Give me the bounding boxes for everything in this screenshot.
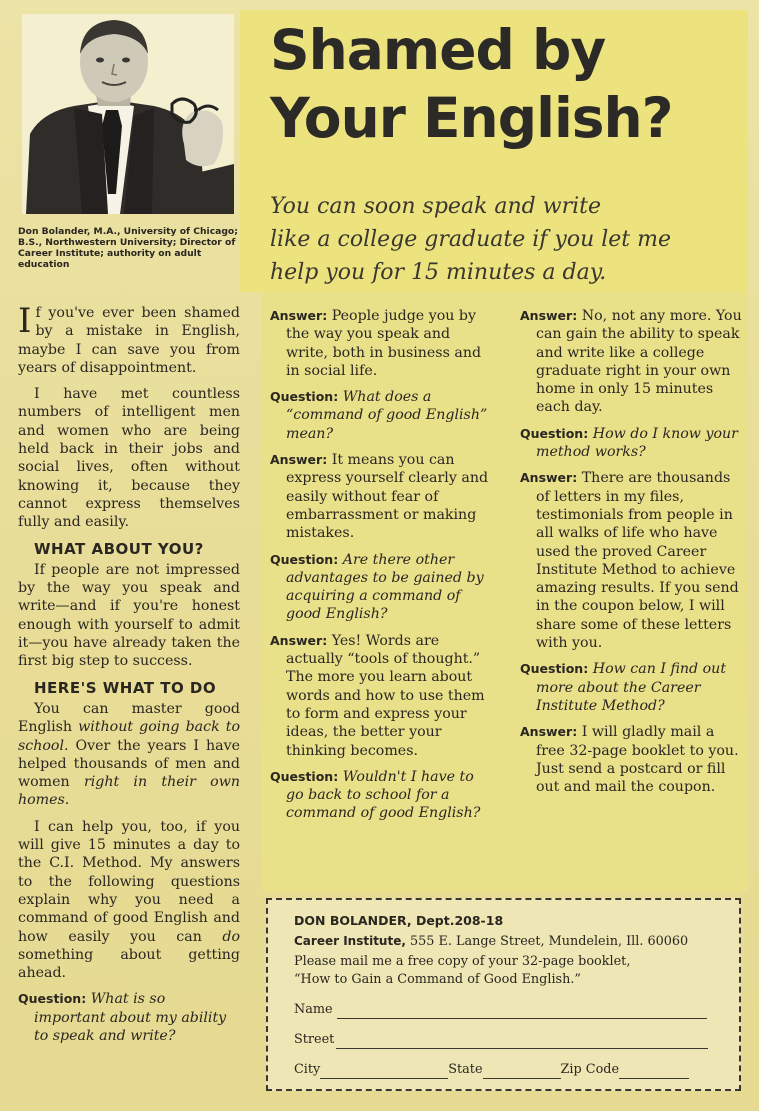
paragraph: I have met countless numbers of intelligent men and women who are being held back in their jobs and social lives, often without knowing it, because they cannot express themselves fully and easily. (18, 386, 240, 531)
section-heading: HERE'S WHAT TO DO (34, 678, 217, 697)
body-column-1 (18, 301, 240, 1053)
zip-label: Zip Code (560, 1062, 620, 1077)
question-item: Question: What is so important about my ability to speak and write? (18, 991, 227, 1044)
answer-item: Answer: No, not any more. You can gain the ability to speak and write like a college graduate right in your own home in only 15 minutes each day. (520, 308, 742, 416)
subhead-line-1: You can soon speak and write (270, 194, 601, 219)
city-label: City (294, 1062, 321, 1077)
headline-line-2: Your English? (270, 86, 673, 150)
coupon-request-line-2: “How to Gain a Command of Good English.” (294, 972, 581, 987)
body-column-3 (520, 307, 742, 804)
answer-item: Answer: People judge you by the way you speak and write, both in business and in social life. (270, 308, 482, 379)
coupon-request-line-1: Please mail me a free copy of your 32-page booklet, (294, 954, 631, 969)
coupon-header: DON BOLANDER, Dept.208-18 (294, 913, 504, 928)
answer-item: Answer: I will gladly mail a free 32-page booklet to you. Just send a postcard or fill out and mail the coupon. (520, 724, 739, 796)
headline-line-1: Shamed by (270, 18, 606, 82)
question-label: Question: (18, 991, 87, 1007)
drop-cap: I (18, 301, 32, 341)
answer-item: Answer: There are thousands of letters in my files, testimonials from people in all walks of life who have used the proved Career Institute Method to achieve amazing results. If you send in the coupon below, I will share some of these letters with you. (520, 470, 739, 652)
city-field[interactable] (320, 1065, 448, 1079)
subheadline (270, 190, 740, 289)
question-item: Question: How can I find out more about the Career Institute Method? (520, 661, 727, 714)
name-row (294, 997, 723, 1019)
name-field[interactable] (337, 1005, 707, 1019)
name-label: Name (294, 1002, 333, 1017)
mail-in-coupon[interactable] (266, 898, 741, 1091)
body-column-2 (270, 307, 492, 831)
state-label: State (448, 1062, 483, 1077)
street-field[interactable] (336, 1035, 708, 1049)
paragraph: You can master good English without going back to school. Over the years I have helped thousands of men and women right in their own homes. (18, 700, 240, 809)
street-row (294, 1027, 723, 1049)
subhead-line-2: like a college graduate if you let me (270, 227, 671, 252)
question-item: Question: How do I know your method works? (520, 425, 738, 461)
intro-paragraph: If you've ever been shamed by a mistake in English, maybe I can save you from years of disappointment. (18, 301, 240, 376)
answer-item: Answer: Yes! Words are actually “tools of thought.” The more you learn about words and how to use them to form and express your ideas, the better your thinking becomes. (270, 632, 485, 759)
street-label: Street (294, 1032, 335, 1047)
subhead-line-3: help you for 15 minutes a day. (270, 260, 607, 285)
paragraph: If people are not impressed by the way you speak and write—and if you're honest enough with yourself to admit it—you have already taken the first big step to success. (18, 561, 240, 670)
headline (270, 16, 740, 152)
answer-item: Answer: It means you can express yourself clearly and easily without fear of embarrassment or making mistakes. (270, 452, 489, 542)
zip-field[interactable] (619, 1065, 689, 1079)
question-item: Question: What does a “command of good English” mean? (270, 389, 488, 442)
author-photo (22, 14, 234, 214)
author-caption: Don Bolander, M.A., University of Chicago; B.S., Northwestern University; Director of Career Institute; authority on adult education (18, 226, 238, 270)
paragraph: I can help you, too, if you will give 15 minutes a day to the C.I. Method. My answers to the following questions explain why you need a command of good English and how easily you can do something about getting ahead. (18, 818, 240, 982)
coupon-address: Career Institute, 555 E. Lange Street, Mundelein, Ill. 60060 (294, 934, 689, 949)
question-item: Question: Wouldn't I have to go back to school for a command of good English? (270, 768, 481, 822)
section-heading: WHAT ABOUT YOU? (34, 539, 204, 558)
city-state-zip-row (294, 1057, 723, 1079)
question-item: Question: Are there other advantages to be gained by acquiring a command of good English? (270, 551, 484, 623)
state-field[interactable] (483, 1065, 561, 1079)
